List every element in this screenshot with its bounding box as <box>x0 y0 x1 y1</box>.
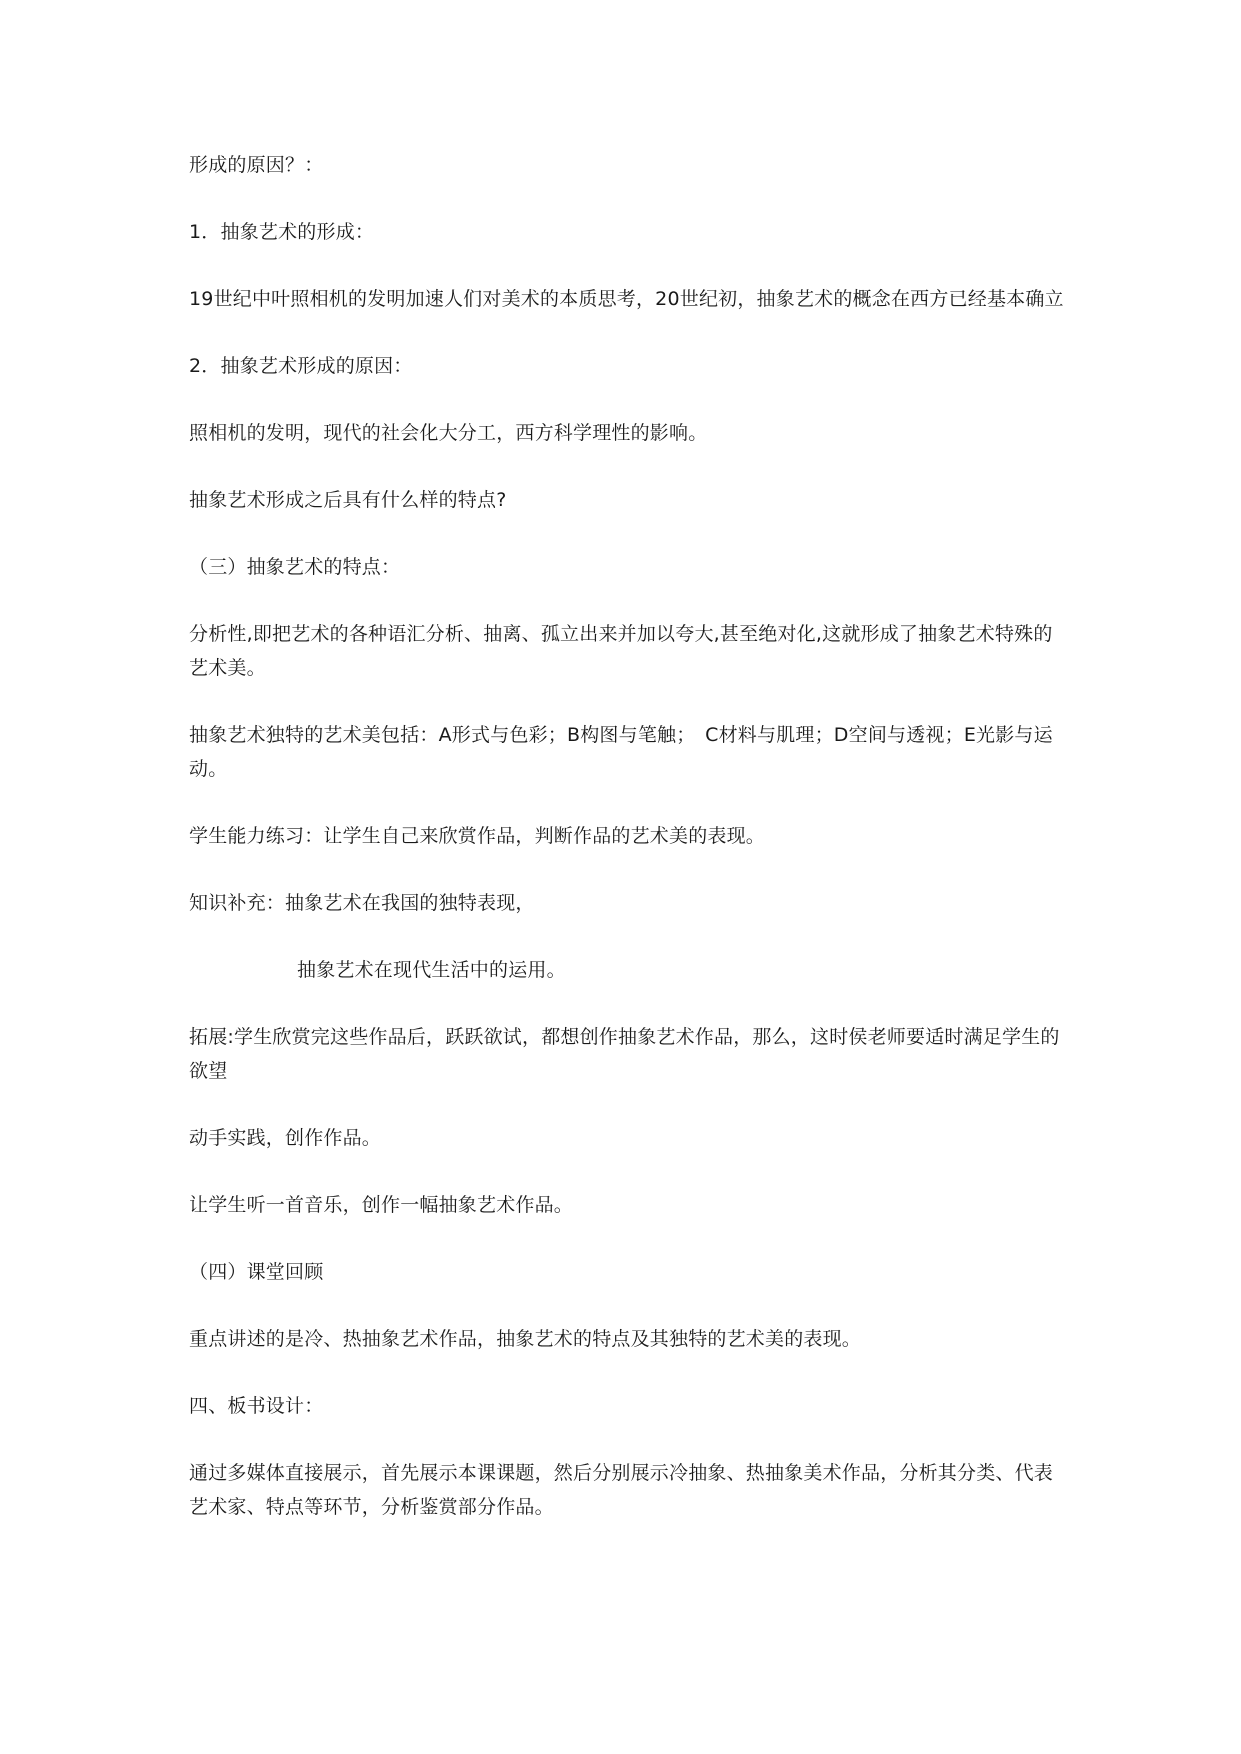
numbered-heading: 2．抽象艺术形成的原因： <box>189 355 413 377</box>
paragraph: 动手实践，创作作品。 <box>189 1127 382 1149</box>
paragraph: 分析性,即把艺术的各种语汇分析、抽离、孤立出来并加以夸大,甚至绝对化,这就形成了抽象艺术特殊的艺术美。 <box>189 623 1053 679</box>
paragraph: 重点讲述的是冷、热抽象艺术作品，抽象艺术的特点及其独特的艺术美的表现。 <box>189 1328 862 1350</box>
paragraph: 照相机的发明，现代的社会化大分工，西方科学理性的影响。 <box>189 422 708 444</box>
indented-paragraph: 抽象艺术在现代生活中的运用。 <box>297 959 566 981</box>
paragraph: 抽象艺术形成之后具有什么样的特点? <box>189 489 507 511</box>
paragraph: 知识补充：抽象艺术在我国的独特表现， <box>189 892 535 914</box>
document-body <box>189 148 1069 1557</box>
paragraph: 通过多媒体直接展示，首先展示本课课题，然后分别展示冷抽象、热抽象美术作品，分析其分类、代表艺术家、特点等环节，分析鉴赏部分作品。 <box>189 1462 1054 1518</box>
section-heading: 四、板书设计： <box>189 1395 324 1417</box>
paragraph: 学生能力练习：让学生自己来欣赏作品，判断作品的艺术美的表现。 <box>189 825 766 847</box>
paragraph: 形成的原因？： <box>189 154 324 176</box>
paragraph: 拓展:学生欣赏完这些作品后，跃跃欲试，都想创作抽象艺术作品，那么，这时侯老师要适时满足学生的欲望 <box>189 1026 1060 1082</box>
section-heading: （三）抽象艺术的特点： <box>189 556 401 578</box>
numbered-heading: 1．抽象艺术的形成： <box>189 221 375 243</box>
paragraph: 19世纪中叶照相机的发明加速人们对美术的本质思考，20世纪初，抽象艺术的概念在西方已经基本确立 <box>189 288 1064 310</box>
section-heading: （四）课堂回顾 <box>189 1261 324 1283</box>
paragraph: 让学生听一首音乐，创作一幅抽象艺术作品。 <box>189 1194 574 1216</box>
paragraph: 抽象艺术独特的艺术美包括：A形式与色彩；B构图与笔触； C材料与肌理；D空间与透视；E光影与运动。 <box>189 724 1053 780</box>
